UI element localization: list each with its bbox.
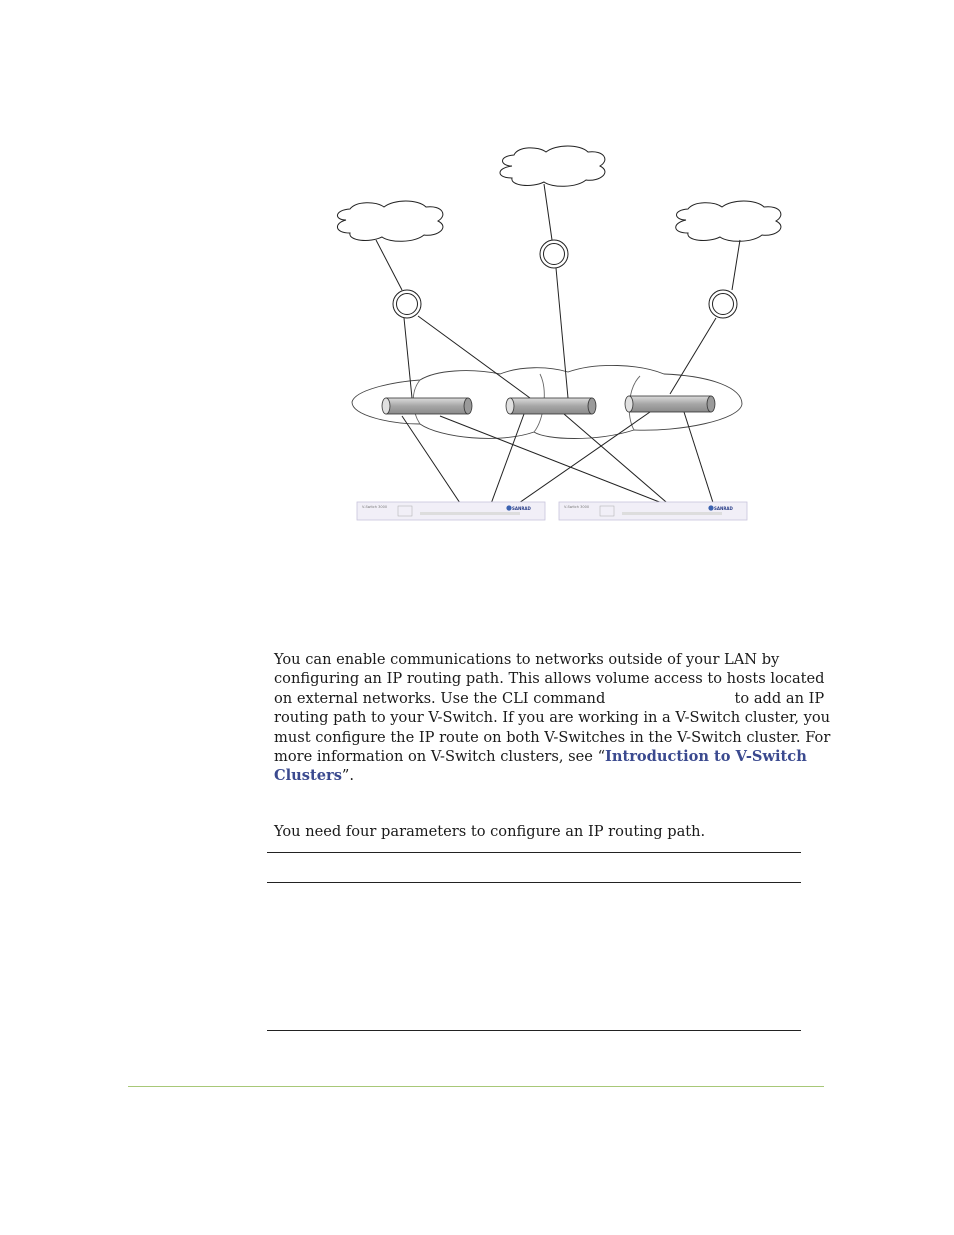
para1-text-c: ”. (341, 767, 355, 785)
v-switch-device (559, 502, 747, 520)
device-brand-label: SANRAD (714, 506, 733, 511)
router-icon (709, 290, 737, 318)
cloud-icon (337, 201, 442, 241)
switch-icon (625, 396, 715, 412)
cloud-icon (500, 146, 605, 186)
router-icon (540, 240, 568, 268)
intro-paragraph (274, 650, 834, 786)
cluster-intro-link[interactable]: Introduction to V-Switch Clusters (274, 748, 807, 785)
table-bottom-rule (267, 1030, 801, 1031)
router-icon (393, 290, 421, 318)
cloud-icon (676, 201, 781, 241)
network-topology-diagram (0, 0, 954, 560)
switch-icon (382, 398, 472, 414)
device-brand-label: SANRAD (512, 506, 531, 511)
para1-text-b: to add an IP routing path to your V-Switch. If you are working in a V-Switch cluster, you must configure the IP route on both V-Switches in the V-Switch cluster. For more information on V-Switch clusters, see “ (274, 689, 831, 766)
para1-text-a: You can enable communications to networks outside of your LAN by configuring an IP routing path. This allows volume access to hosts located on external networks. Use the CLI command (274, 651, 825, 707)
device-model-label: V-Switch 3000 (362, 505, 388, 509)
device-model-label: V-Switch 3000 (564, 505, 590, 509)
parameters-paragraph: You need four parameters to configure an IP routing path. (274, 823, 706, 840)
table-top-rule (267, 852, 801, 853)
v-switch-device (357, 502, 545, 520)
table-header-rule (267, 882, 801, 883)
switch-icon (506, 398, 596, 414)
footer-rule (128, 1086, 824, 1087)
